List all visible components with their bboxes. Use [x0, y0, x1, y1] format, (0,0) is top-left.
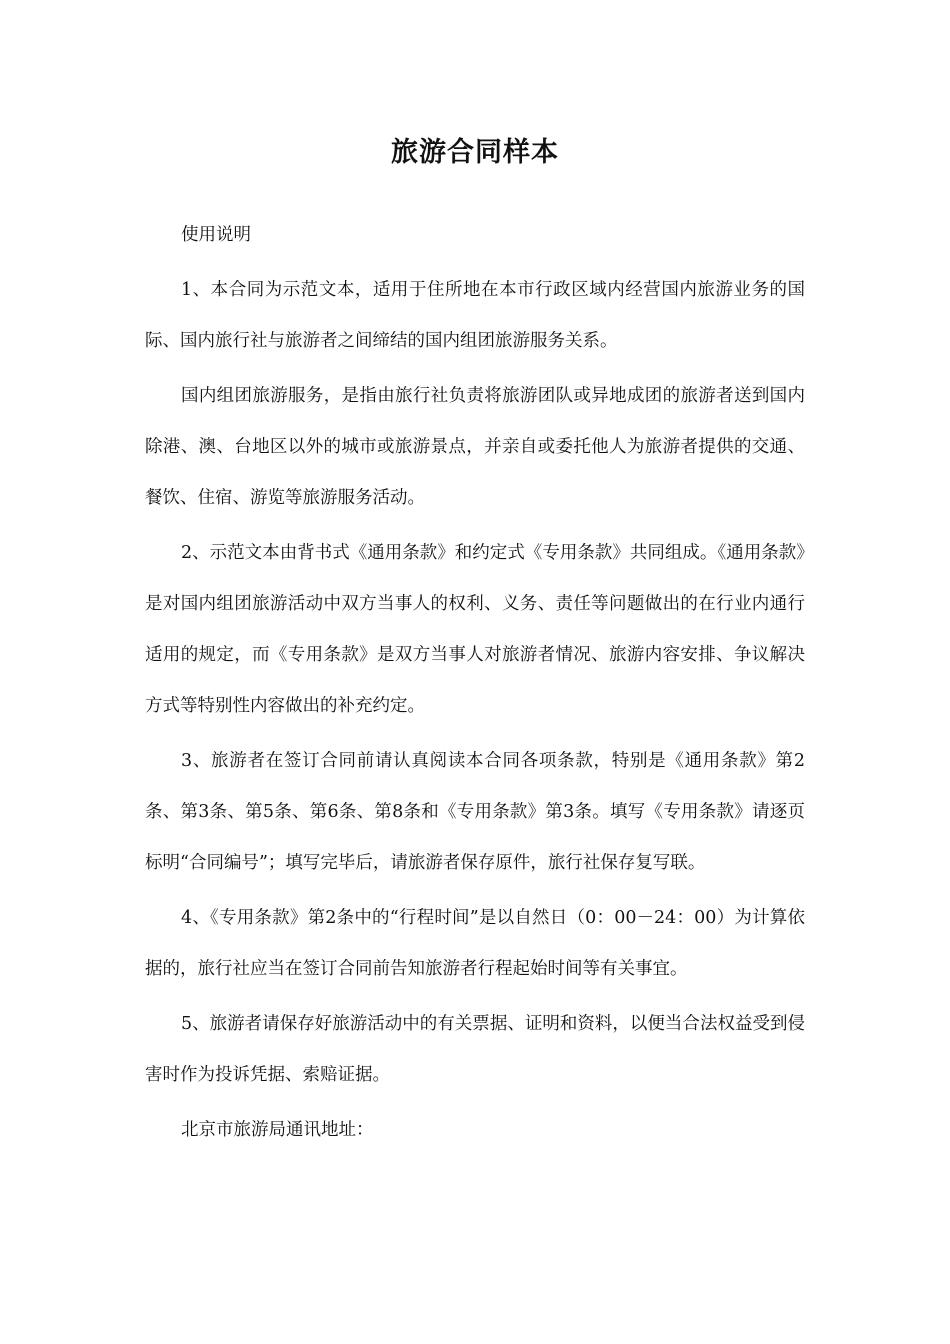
paragraph-4: 4、《专用条款》第2条中的“行程时间”是以自然日（0：00－24：00）为计算依据的，旅行社应当在签订合同前告知旅游者行程起始时间等有关事宜。 [145, 908, 805, 979]
paragraph-2: 2、示范文本由背书式《通用条款》和约定式《专用条款》共同组成。《通用条款》是对国内组团旅游活动中双方当事人的权利、义务、责任等问题做出的在行业内通行适用的规定，而《专用条款》是双方当事人对旅游者情况、旅游内容安排、争议解决方式等特别性内容做出的补充约定。 [145, 543, 805, 716]
paragraph-1: 1、本合同为示范文本，适用于住所地在本市行政区域内经营国内旅游业务的国际、国内旅行社与旅游者之间缔结的国内组团旅游服务关系。 [145, 280, 805, 351]
document-body [145, 210, 805, 1160]
address-heading: 北京市旅游局通讯地址： [181, 1120, 374, 1140]
document-title: 旅游合同样本 [391, 137, 559, 168]
paragraph-definition: 国内组团旅游服务，是指由旅行社负责将旅游团队或异地成团的旅游者送到国内除港、澳、台地区以外的城市或旅游景点，并亲自或委托他人为旅游者提供的交通、餐饮、住宿、游览等旅游服务活动。 [145, 386, 805, 508]
usage-heading: 使用说明 [181, 225, 251, 245]
paragraph-5: 5、旅游者请保存好旅游活动中的有关票据、证明和资料，以便当合法权益受到侵害时作为投诉凭据、索赔证据。 [145, 1014, 805, 1085]
paragraph-3: 3、旅游者在签订合同前请认真阅读本合同各项条款，特别是《通用条款》第2条、第3条、第5条、第6条、第8条和《专用条款》第3条。填写《专用条款》请逐页标明“合同编号”；填写完毕后，请旅游者保存原件，旅行社保存复写联。 [145, 751, 805, 873]
